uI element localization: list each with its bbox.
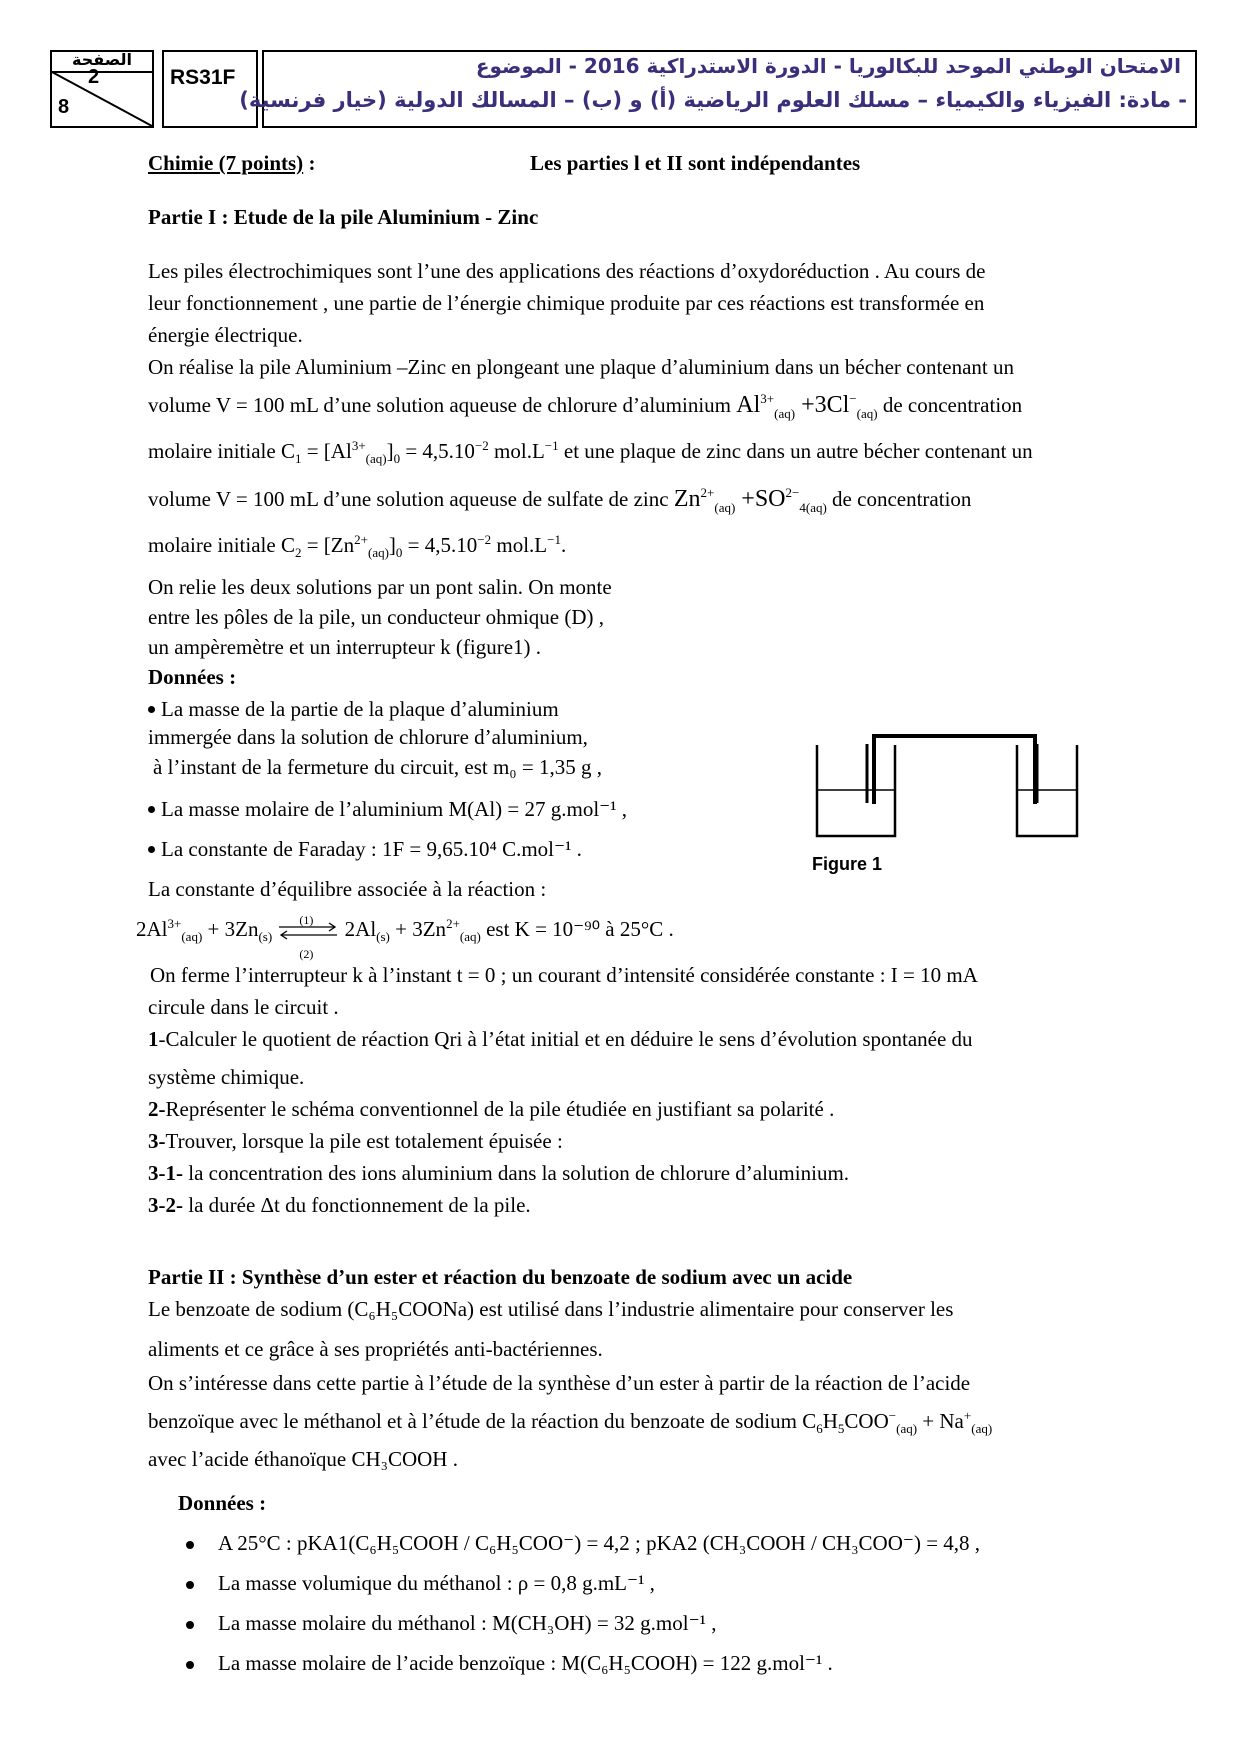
data-item-mass-line2: immergée dans la solution de chlorure d’aluminium, [148,725,588,749]
data-mass-text1: La masse de la partie de la plaque d’aluminium [161,697,559,721]
salt-bridge [874,736,1035,804]
exam-title-line1: الامتحان الوطني الموحد للبكالوريا - الدورة الاستدراكية 2016 - الموضوع [475,54,1181,78]
part1-setup-3 [148,438,1033,467]
formula-benzoate: $C_6H_5COO^-_{(aq)} + Na^+_{(aq)}$ [802,1408,993,1437]
part2-data-benzoic [186,1650,833,1676]
question-text: Trouver, lorsque la pile est totalement épuisée : [165,1129,563,1153]
question-text: la concentration des ions aluminium dans la solution de chlorure d’aluminium. [183,1161,850,1185]
part2-data-density [186,1570,655,1596]
setup5-text-a: molaire initiale [148,533,281,557]
setup4-text-b: de concentration [826,487,972,511]
formula-c1: $C_1 = [Al^{3+}_{(aq)}]_0 = 4,5.10^{-2}$ $mol.L^{-1}$ [280,438,559,467]
closing-line-2: circule dans le circuit . [148,995,339,1019]
part1-intro-1: Les piles électrochimiques sont l’une des applications des réactions d’oxydoréduction . Au cours de [148,259,986,283]
data-faraday-text: La constante de Faraday : 1F = 9,65.10⁴ C.mol⁻¹ . [161,837,582,861]
equilibrium-equation [136,913,674,962]
question-1 [148,1026,973,1052]
part1-title: Partie I : Etude de la pile Aluminium - Zinc [148,205,539,229]
part1-setup-5 [148,532,567,561]
question-3-2 [148,1192,531,1218]
pka-text: A 25°C : pKA1(C₆H₅COOH / C₆H₅COO⁻) = 4,2 ; pKA2 (CH₃COOH / CH₃COO⁻) = 4,8 , [218,1531,981,1555]
part2-p2-line2 [148,1408,993,1437]
part1-setup-2 [148,391,1023,421]
page-number-box [50,50,154,128]
chimie-colon: : [308,151,316,175]
part1-intro-2: leur fonctionnement , une partie de l’énergie chimique produite par ces réactions est transformée en [148,291,985,315]
density-text: La masse volumique du méthanol : ρ = 0,8 g.mL⁻¹ , [218,1571,655,1595]
question-text: Représenter le schéma conventionnel de la pile étudiée en justifiant sa polarité . [165,1097,835,1121]
part2-p2-text: benzoïque avec le méthanol et à l’étude de la réaction du benzoate de sodium [148,1409,803,1433]
equilibrium-intro: La constante d’équilibre associée à la réaction : [148,877,547,901]
question-text: système chimique. [148,1065,305,1089]
question-3 [148,1128,563,1154]
data-molar-text: La masse molaire de l’aluminium M(Al) = 27 g.mol⁻¹ , [161,797,628,821]
closing-line-1: On ferme l’interrupteur k à l’instant t = 0 ; un courant d’intensité considérée constante : I = 10 mA [150,963,978,987]
methanol-text: La masse molaire du méthanol : M(CH₃OH) = 32 g.mol⁻¹ , [218,1611,717,1635]
setup2-text-b: de concentration [877,393,1023,417]
donnees-heading-2: Données : [178,1491,267,1515]
formula-c2: $C_2 = [Zn^{2+}_{(aq)}]_0 = 4,5.10^{-2}$ $mol.L^{-1}$ [280,532,561,561]
question-number: 1 [148,1027,159,1051]
bridge-line-3: un ampèremètre et un interrupteur k (figure1) . [148,635,542,659]
bullet-dot [186,1621,194,1629]
question-number: 3-1- [148,1161,183,1185]
bullet-dot [186,1581,194,1589]
part2-p1-line2: aliments et ce grâce à ses propriétés anti-bactériennes. [148,1337,603,1361]
bullet-dot [148,806,155,813]
exam-code: RS31F [170,66,236,89]
question-number: 3-2- [148,1193,183,1217]
bullet-dot [186,1661,194,1669]
chimie-heading [148,150,315,176]
data-item-faraday [148,836,582,862]
part2-p1-line1: Le benzoate de sodium (C₆H₅COONa) est utilisé dans l’industrie alimentaire pour conserver les [148,1297,954,1321]
part1-setup-1: On réalise la pile Aluminium –Zinc en plongeant une plaque d’aluminium dans un bécher contenant un [148,355,1015,379]
eq-reactants: $2Al^{3+}_{(aq)} + 3Zn_{(s)}$ [136,916,273,945]
double-arrow-icon [277,921,339,941]
bridge-line-2: entre les pôles de la pile, un conducteur ohmique (D) , [148,605,605,629]
setup4-text-a: volume V = 100 mL d’une solution aqueuse de sulfate de zinc [148,487,674,511]
part2-title: Partie II : Synthèse d’un ester et réaction du benzoate de sodium avec un acide [148,1265,853,1289]
eq-products: $2Al_{(s)} + 3Zn^{2+}_{(aq)}$ [344,916,481,945]
question-text: la durée Δt du fonctionnement de la pile. [183,1193,531,1217]
part2-data-pka [186,1530,980,1556]
bridge-line-1: On relie les deux solutions par un pont salin. On monte [148,575,612,599]
bullet-dot [148,846,155,853]
exam-title-line2: - مادة: الفيزياء والكيمياء – مسلك العلوم الرياضية (أ) و (ب) – المسالك الدولية (خيار فرنسية) [239,88,1187,112]
eq-k-text: est K = 10⁻⁹⁰ à 25°C . [480,917,674,941]
data-item-mass-line3: à l’instant de la fermeture du circuit, est m₀ = 1,35 g , [153,755,602,779]
figure1-caption: Figure 1 [812,854,883,874]
page-number: 2 [88,66,100,88]
figure1-diagram [815,720,1085,840]
part2-data-methanol [186,1610,716,1636]
question-3-1 [148,1160,849,1186]
independent-note: Les parties l et II sont indépendantes [530,151,861,175]
question-2 [148,1096,834,1122]
page-total: 8 [58,96,70,118]
setup3-text-b: et une plaque de zinc dans un autre bécher contenant un [558,439,1033,463]
question-number: 2- [148,1097,166,1121]
question-number: 3- [148,1129,166,1153]
question-1-cont [148,1064,304,1090]
part2-p2-line3: avec l’acide éthanoïque CH₃COOH . [148,1447,458,1471]
page-label: الصفحة [72,50,133,69]
formula-alcl3: $Al^{3+}_{(aq)} +3Cl^-_{(aq)}$ [736,391,878,421]
question-text: -Calculer le quotient de réaction Qri à l’état initial et en déduire le sens d’évolution spontanée du [158,1027,973,1051]
donnees-heading-1: Données : [148,665,237,689]
data-item-molar-mass [148,796,627,822]
data-item-mass-line1 [148,696,559,722]
exam-title-box [239,50,1197,128]
bullet-dot [148,706,155,713]
setup5-text-b: . [560,533,567,557]
benzoic-text: La masse molaire de l’acide benzoïque : M(C₆H₅COOH) = 122 g.mol⁻¹ . [218,1651,833,1675]
part1-setup-4 [148,485,972,515]
setup2-text-a: volume V = 100 mL d’une solution aqueuse de chlorure d’aluminium [148,393,737,417]
eq-double-arrow [277,913,339,962]
arrow-label-2: (2) [299,947,314,962]
part1-intro-3: énergie électrique. [148,323,303,347]
bullet-dot [186,1541,194,1549]
setup3-text-a: molaire initiale [148,439,281,463]
formula-znso4: $Zn^{2+}_{(aq)} +SO^{2-}_{4(aq)}$ [673,485,827,515]
part2-p2-line1: On s’intéresse dans cette partie à l’étude de la synthèse d’un ester à partir de la réaction de l’acide [148,1371,971,1395]
arrow-label-1: (1) [299,913,314,928]
chimie-title: Chimie (7 points) [148,151,304,175]
